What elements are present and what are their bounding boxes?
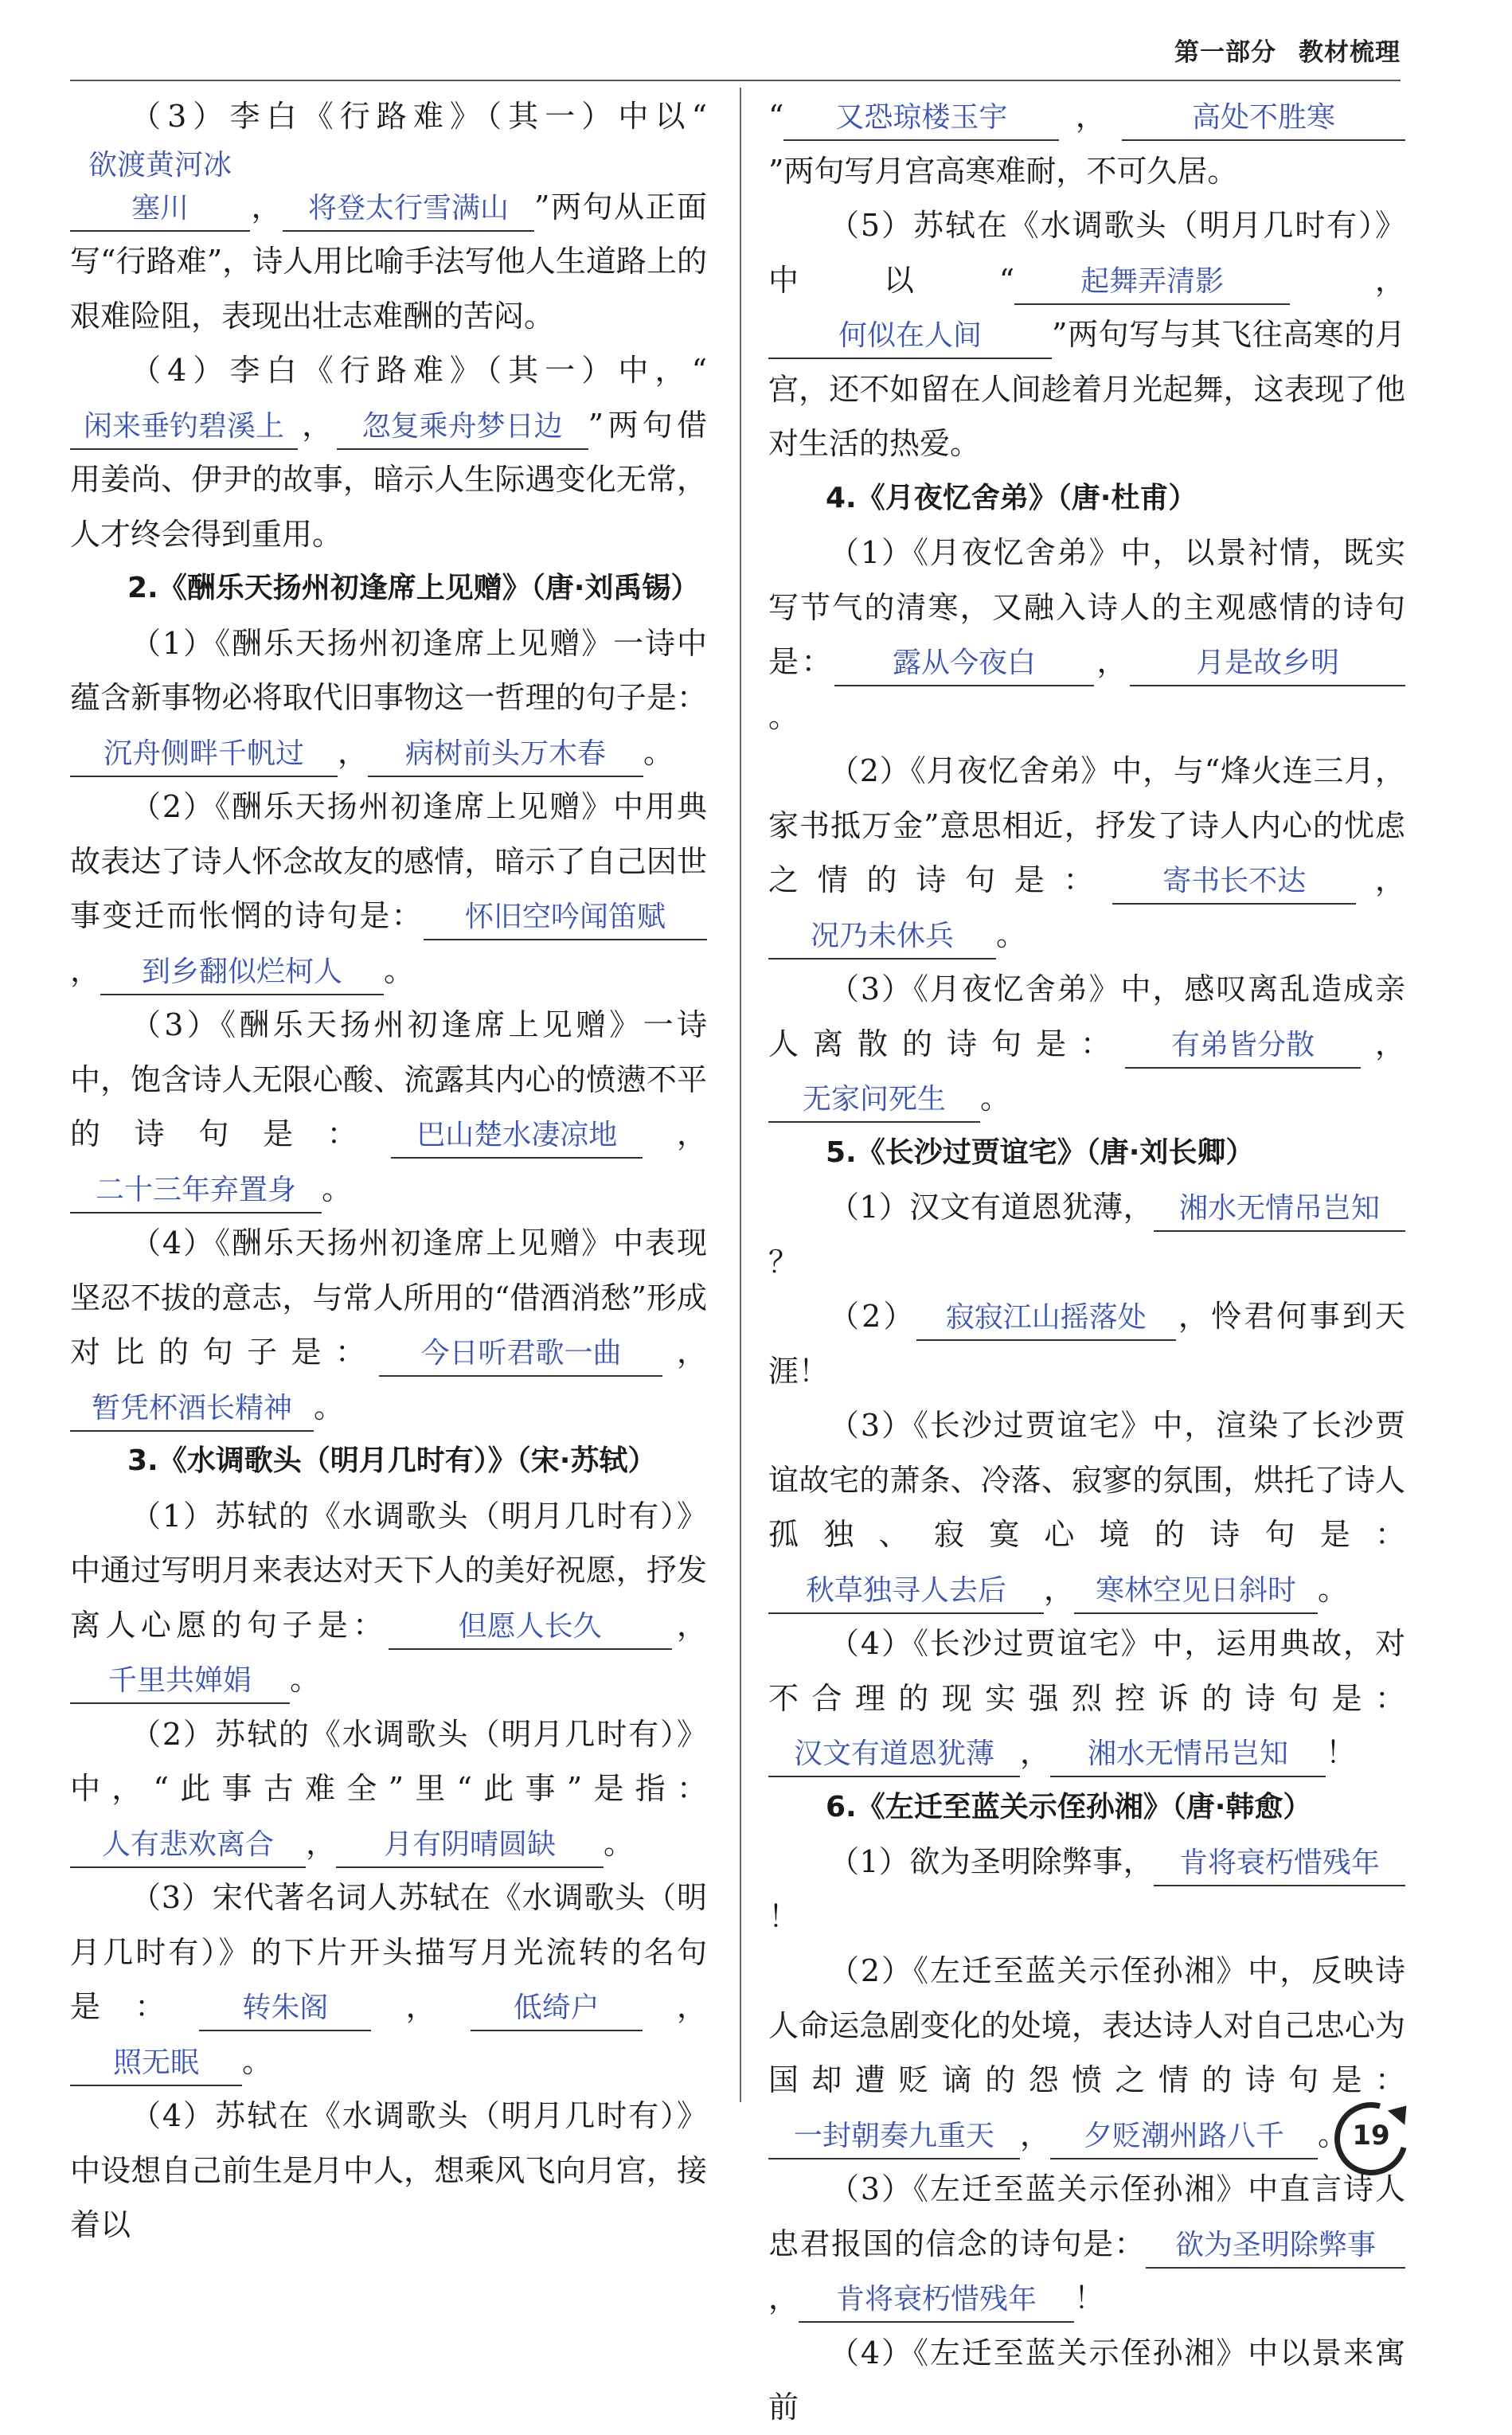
question-text: 。: [1318, 2116, 1349, 2152]
question-text: （2）: [829, 1299, 916, 1334]
answer-blank: 一封朝奏九重天: [768, 2115, 1020, 2159]
separator: ，: [671, 1607, 707, 1643]
answer-blank: 今日听君歌一曲: [379, 1332, 662, 1377]
separator: ，: [1094, 644, 1130, 679]
answer-blank: 寄书长不达: [1112, 860, 1356, 905]
answer-blank: 千里共婵娟: [70, 1659, 290, 1704]
right-column: [768, 89, 1405, 2435]
question-3-1: [70, 1489, 707, 1707]
separator: ，: [371, 1989, 471, 2024]
separator: ，: [642, 1989, 707, 2024]
answer-blank: 何似在人间: [768, 315, 1052, 359]
question-text: 。: [980, 1081, 1011, 1116]
question-6-1: [768, 1835, 1405, 1944]
question-text: ”两句从正面写“行路难”，诗人用比喻手法写他人生道路上的艰难险阻，表现出壮志难酬的苦闷。: [70, 189, 707, 334]
question-3-5: [768, 198, 1405, 471]
question-text: （2）《月夜忆舍弟》中，与“烽火连三月，家书抵万金”意思相近，抒发了诗人内心的忧虑之情的诗句是：: [768, 753, 1405, 897]
answer-blank: 将登太行雪满山: [283, 187, 534, 232]
question-text: （2）《左迁至蓝关示侄孙湘》中，反映诗人命运急剧变化的处境，表达诗人对自己忠心为国却遭贬谪的怨愤之情的诗句是：: [768, 1953, 1405, 2097]
separator: ，: [1290, 262, 1405, 298]
question-text: ！: [1326, 1735, 1357, 1770]
question-text: （1）汉文有道恩犹薄，: [829, 1190, 1154, 1225]
question-text: ！: [1074, 2281, 1105, 2316]
question-text: （4）《酬乐天扬州初逢席上见赠》中表现坚忍不拔的意志，与常人所用的“借酒消愁”形成对比的句子是：: [70, 1225, 707, 1370]
separator: ，: [1356, 862, 1405, 897]
answer-blank: 忽复乘舟梦日边: [337, 405, 588, 450]
answer-blank: 巴山楚水凄凉地: [391, 1114, 643, 1159]
question-5-2: [768, 1289, 1405, 1398]
question-text: 。: [604, 1825, 635, 1861]
separator: ，: [298, 407, 337, 443]
answer-blank: 暂凭杯酒长精神: [70, 1387, 314, 1432]
page-number: 19: [1352, 2120, 1390, 2152]
separator: ，: [643, 1116, 707, 1151]
question-4-2: [768, 744, 1405, 962]
question-text: （3）《月夜忆舍弟》中，感叹离乱造成亲人离散的诗句是：: [768, 971, 1405, 1061]
answer-blank: 月有阴晴圆缺: [336, 1823, 604, 1868]
section-heading-6: 6.《左迁至蓝关示侄孙湘》（唐·韩愈）: [826, 1790, 1312, 1823]
question-text: 。: [1318, 1571, 1349, 1607]
question-text: （3）《长沙过贾谊宅》中，渲染了长沙贾谊故宅的萧条、冷落、寂寥的氛围，烘托了诗人孤独、寂寞心境的诗句是：: [768, 1408, 1405, 1552]
answer-blank: 欲渡黄河冰塞川: [70, 144, 250, 232]
section-heading-4: 4.《月夜忆舍弟》（唐·杜甫）: [826, 481, 1197, 514]
separator: ，: [768, 2281, 799, 2316]
separator: ，: [662, 1335, 707, 1370]
answer-blank: 露从今夜白: [834, 642, 1094, 686]
question-4-3: [768, 962, 1405, 1126]
question-2-4: [70, 1216, 707, 1434]
question-text: （4）李白《行路难》（其一）中，“: [131, 353, 707, 388]
header-part: 第一部分: [1174, 38, 1276, 67]
column-divider: [740, 88, 741, 2102]
question-text: （2）苏轼的《水调歌头（明月几时有）》中，“此事古难全”里“此事”是指：: [70, 1716, 707, 1806]
answer-blank: 人有悲欢离合: [70, 1823, 306, 1868]
question-4-1: [768, 526, 1405, 744]
answer-blank: 湘水无情吊岂知: [1154, 1187, 1405, 1232]
section-heading-5: 5.《长沙过贾谊宅》（唐·刘长卿）: [826, 1135, 1255, 1169]
question-3-4: [70, 2089, 707, 2253]
left-column: [70, 89, 707, 2253]
question-3-4-continued: [768, 89, 1405, 198]
question-text: （3）李白《行路难》（其一）中以“: [131, 99, 707, 134]
question-2-2: [70, 780, 707, 998]
question-text: 。: [322, 1171, 353, 1206]
question-text: 。: [314, 1389, 345, 1425]
question-text: （2）《酬乐天扬州初逢席上见赠》中用典故表达了诗人怀念故友的感情，暗示了自己因世事变迁而怅惘的诗句是：: [70, 789, 707, 933]
question-text: （4）《长沙过贾谊宅》中，运用典故，对不合理的现实强烈控诉的诗句是：: [768, 1626, 1405, 1716]
page-header: [70, 22, 1401, 81]
answer-blank: 低绮户: [471, 1987, 643, 2031]
question-text: （1）苏轼的《水调歌头（明月几时有）》中通过写明月来表达对天下人的美好祝愿，抒发离人心愿的句子是：: [70, 1498, 707, 1643]
separator: ，: [250, 189, 283, 225]
answer-blank: 转朱阁: [199, 1987, 371, 2031]
question-text: （3）《酬乐天扬州初逢席上见赠》一诗中，饱含诗人无限心酸、流露其内心的愤懑不平的诗句是：: [70, 1007, 707, 1151]
question-text: ！: [768, 1898, 799, 1934]
separator: ，: [1020, 2116, 1051, 2152]
question-5-1: [768, 1180, 1405, 1289]
separator: ，: [306, 1825, 337, 1861]
question-text: ”两句写月宫高寒难耐，不可久居。: [768, 153, 1238, 189]
answer-blank: 寒林空见日斜时: [1074, 1569, 1318, 1614]
question-6-3: [768, 2162, 1405, 2326]
answer-blank: 高处不胜寒: [1122, 96, 1405, 141]
question-3-2: [70, 1707, 707, 1871]
separator: ，: [338, 734, 369, 770]
separator: ，: [1044, 1571, 1075, 1607]
separator: ，: [1020, 1735, 1051, 1770]
header-title: [1152, 32, 1401, 68]
question-text: （4）《左迁至蓝关示侄孙湘》中以景来寓前: [768, 2335, 1405, 2425]
question-2-3: [70, 998, 707, 1216]
answer-blank: 二十三年弃置身: [70, 1169, 322, 1214]
answer-blank: 湘水无情吊岂知: [1050, 1733, 1326, 1777]
header-section: 教材梳理: [1299, 38, 1401, 67]
answer-blank: 起舞弄清影: [1014, 260, 1290, 305]
question-text: （5）苏轼在《水调歌头（明月几时有）》中以“: [768, 208, 1405, 298]
question-text: （1）《酬乐天扬州初逢席上见赠》一诗中蕴含新事物必将取代旧事物这一哲理的句子是：: [70, 625, 707, 715]
question-text: 。: [290, 1662, 321, 1697]
question-text: ，怜君何事到天涯！: [768, 1299, 1405, 1389]
question-text: （1）欲为圣明除弊事，: [829, 1844, 1154, 1879]
separator: ，: [1360, 1026, 1405, 1061]
question-5-3: [768, 1398, 1405, 1616]
question-text: 。: [643, 734, 674, 770]
answer-blank: 病树前头万木春: [368, 733, 643, 777]
answer-blank: 秋草独寻人去后: [768, 1569, 1044, 1614]
answer-blank: 况乃未休兵: [768, 915, 996, 960]
question-text: （3）《左迁至蓝关示侄孙湘》中直言诗人忠君报国的信念的诗句是：: [768, 2171, 1405, 2261]
question-text: 。: [768, 698, 799, 734]
answer-blank: 汉文有道恩犹薄: [768, 1733, 1020, 1777]
question-6-4: [768, 2326, 1405, 2435]
answer-blank: 寂寂江山摇落处: [916, 1296, 1176, 1341]
answer-blank: 但愿人长久: [389, 1605, 672, 1650]
answer-blank: 沉舟侧畔千帆过: [70, 733, 338, 777]
answer-blank: 夕贬潮州路八千: [1050, 2115, 1318, 2159]
answer-blank: 肯将衰朽惜残年: [799, 2278, 1074, 2323]
question-1-4: [70, 343, 707, 561]
answer-blank: 月是故乡明: [1130, 642, 1405, 686]
question-text: ”两句写与其飞往高寒的月宫，还不如留在人间趁着月光起舞，这表现了他对生活的热爱。: [768, 317, 1405, 461]
answer-blank: 欲为圣明除弊事: [1146, 2224, 1405, 2269]
answer-blank: 闲来垂钓碧溪上: [70, 405, 298, 450]
question-text: （1）《月夜忆舍弟》中，以景衬情，既实写节气的清寒，又融入诗人的主观感情的诗句是：: [768, 535, 1405, 679]
question-5-4: [768, 1616, 1405, 1780]
page-number-badge: [1334, 2102, 1408, 2175]
answer-blank: 照无眠: [70, 2042, 242, 2086]
question-2-1: [70, 616, 707, 780]
answer-blank: 又恐琼楼玉宇: [783, 96, 1059, 141]
question-text: 。: [996, 917, 1027, 952]
question-text: （4）苏轼在《水调歌头（明月几时有）》中设想自己前生是月中人，想乘风飞向月宫，接着以: [70, 2098, 707, 2242]
separator: ，: [1059, 99, 1122, 134]
answer-blank: 怀旧空吟闻笛赋: [424, 896, 707, 940]
answer-blank: 无家问死生: [768, 1078, 980, 1123]
question-text: （3）宋代著名词人苏轼在《水调歌头（明月几时有）》的下片开头描写月光流转的名句是：: [70, 1880, 707, 2024]
question-6-2: [768, 1944, 1405, 2162]
question-text: 。: [384, 952, 415, 988]
question-text: ？: [768, 1244, 799, 1280]
question-1-3: [70, 89, 707, 343]
answer-blank: 肯将衰朽惜残年: [1154, 1842, 1405, 1886]
section-heading-3: 3.《水调歌头（明月几时有）》（宋·苏轼）: [127, 1444, 657, 1477]
question-text: “: [768, 99, 784, 134]
question-text: 。: [242, 2043, 273, 2079]
answer-blank: 有弟皆分散: [1125, 1024, 1361, 1069]
answer-blank: 到乡翻似烂柯人: [100, 951, 384, 995]
separator: ，: [70, 952, 101, 988]
section-heading-2: 2.《酬乐天扬州初逢席上见赠》（唐·刘禹锡）: [127, 572, 700, 604]
question-text: ”两句借用姜尚、伊尹的故事，暗示人生际遇变化无常，人才终会得到重用。: [70, 407, 707, 552]
question-3-3: [70, 1870, 707, 2089]
